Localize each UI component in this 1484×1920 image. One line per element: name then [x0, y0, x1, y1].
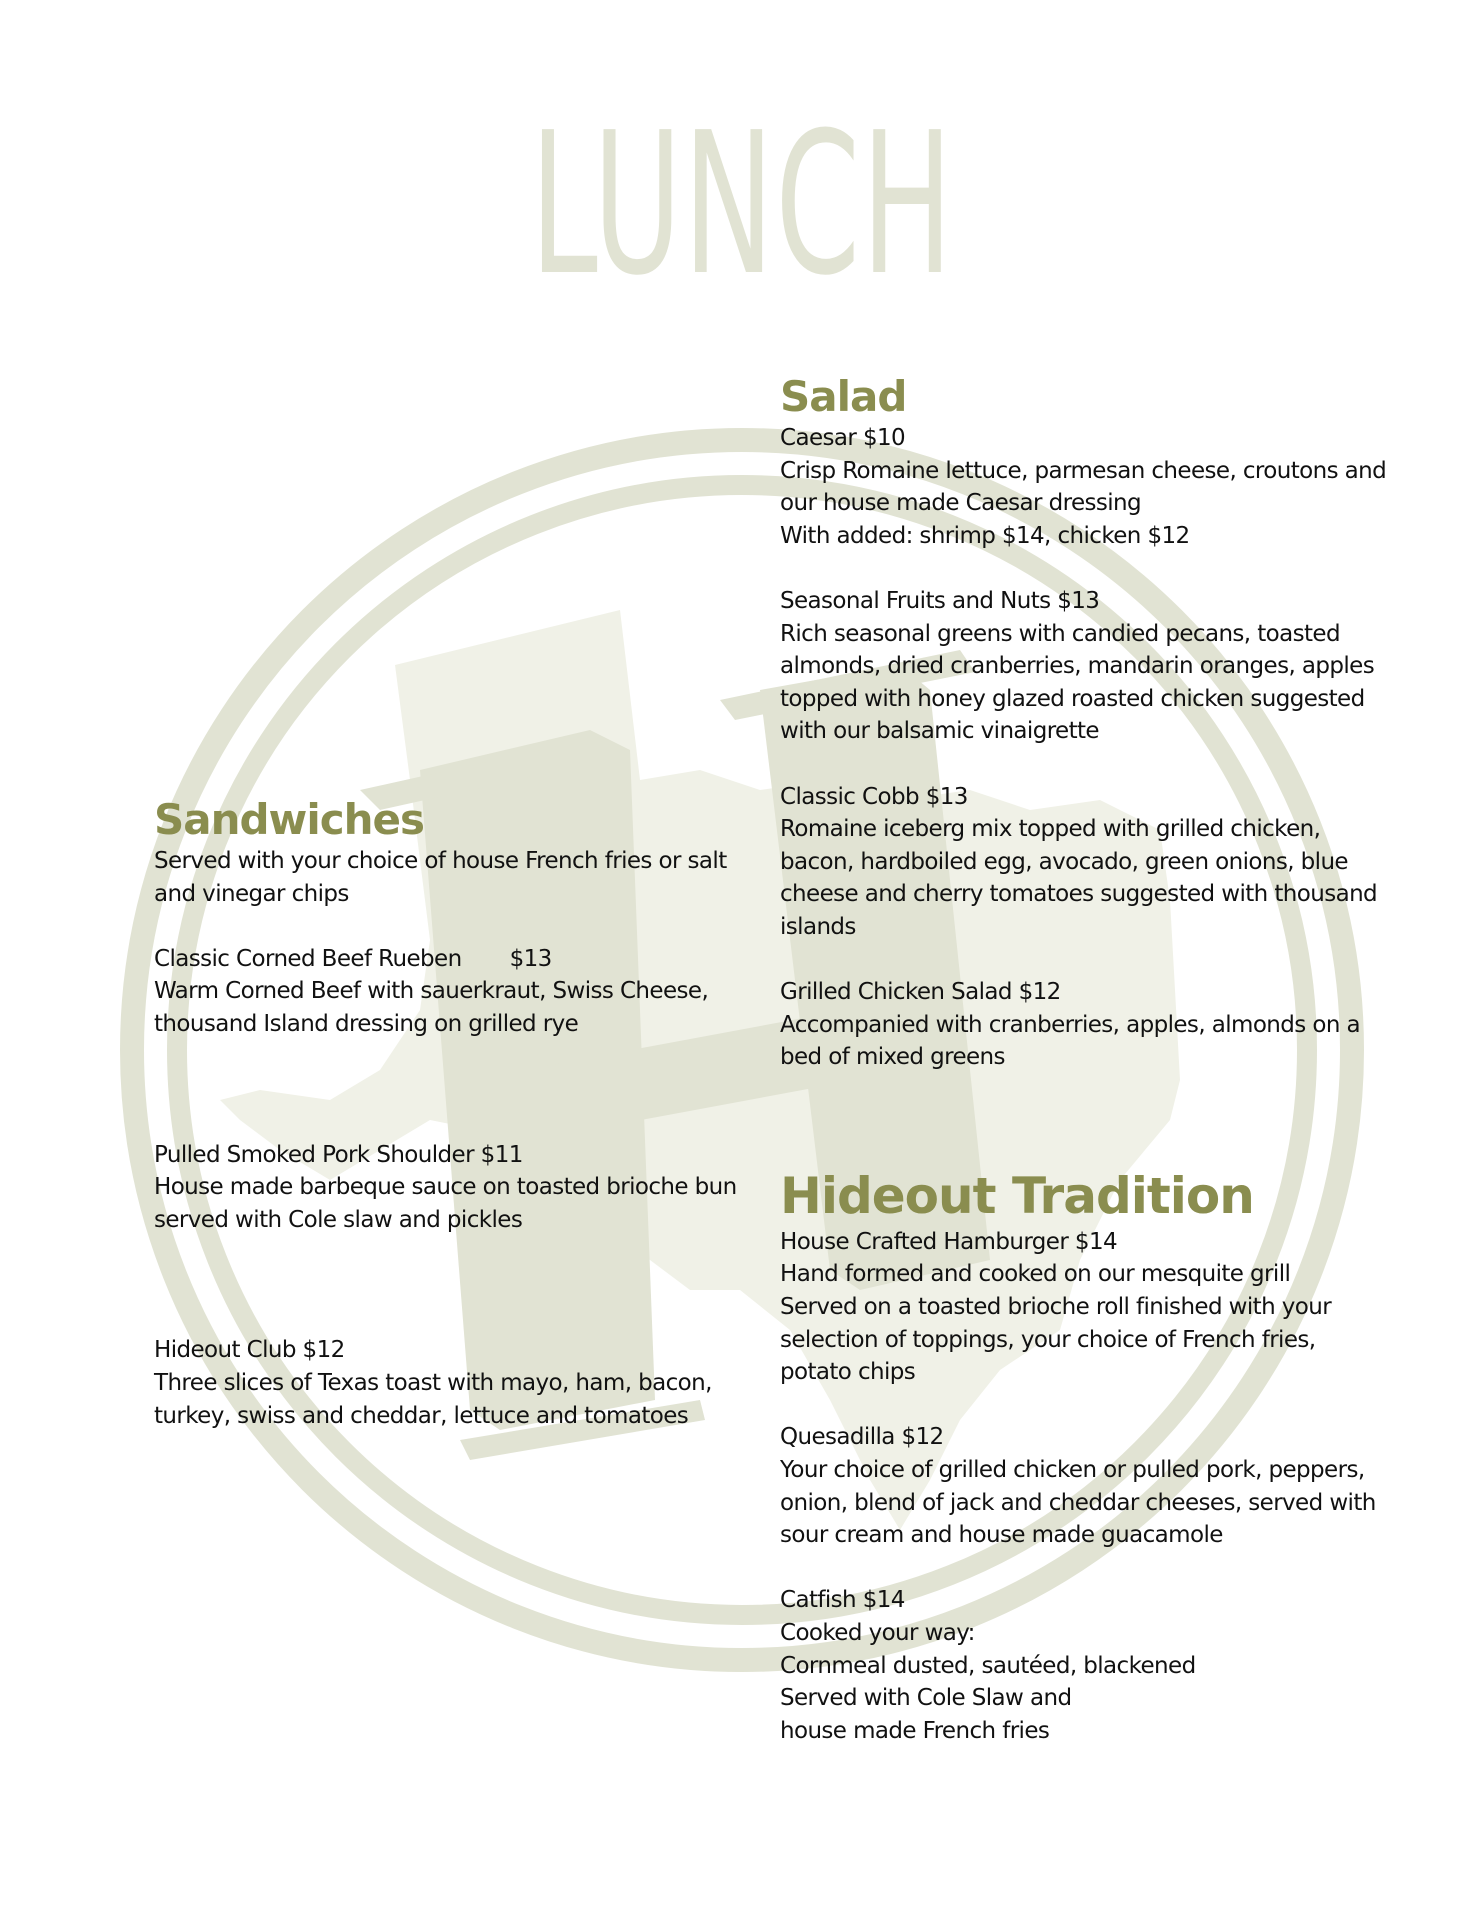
menu-item-description: Romaine iceberg mix topped with grilled chicken,	[780, 816, 1321, 843]
menu-item-name: Hideout Club $12	[154, 1337, 345, 1364]
menu-item-description: with our balsamic vinaigrette	[780, 718, 1099, 745]
menu-item	[780, 1584, 1400, 1747]
menu-item-description: bed of mixed greens	[780, 1044, 1005, 1071]
menu-item	[154, 1334, 744, 1432]
menu-item-description: topped with honey glazed roasted chicken suggested	[780, 685, 1365, 712]
menu-item-description: Three slices of Texas toast with mayo, ham, bacon,	[154, 1369, 712, 1396]
menu-item	[154, 943, 744, 1041]
menu-item-description: Your choice of grilled chicken or pulled pork, peppers,	[780, 1457, 1365, 1484]
menu-item-description: Crisp Romaine lettuce, parmesan cheese, croutons and	[780, 457, 1387, 484]
salad-heading: Salad	[780, 372, 907, 421]
sandwiches-intro: Served with your choice of house French fries or salt	[154, 848, 727, 874]
menu-item-description: Rich seasonal greens with candied pecans, toasted	[780, 620, 1340, 647]
menu-item-description: our house made Caesar dressing	[780, 490, 1142, 517]
menu-item	[780, 585, 1400, 748]
sandwiches-section	[154, 795, 744, 1432]
menu-item-description: thousand Island dressing on grilled rye	[154, 1010, 579, 1037]
salad-section	[780, 372, 1400, 1074]
menu-item-description: Cornmeal dusted, sautéed, blackened	[780, 1652, 1196, 1679]
page-title: LUNCH	[530, 91, 954, 319]
menu-item-description: Cooked your way:	[780, 1620, 975, 1646]
menu-item-description: House made barbeque sauce on toasted brioche bun	[154, 1174, 737, 1201]
menu-item-name: House Crafted Hamburger $14	[780, 1228, 1118, 1255]
tradition-heading: Hideout Tradition	[780, 1166, 1254, 1225]
menu-item-name: Classic Corned Beef Rueben $13	[154, 945, 552, 972]
menu-item-description: Warm Corned Beef with sauerkraut, Swiss Cheese,	[154, 978, 709, 1005]
menu-item-name: Seasonal Fruits and Nuts $13	[780, 587, 1100, 614]
right-column	[780, 372, 1400, 1747]
menu-item-name: Quesadilla $12	[780, 1424, 944, 1451]
menu-item-description: served with Cole slaw and pickles	[154, 1206, 523, 1233]
menu-item-description: onion, blend of jack and cheddar cheeses, served with	[780, 1489, 1376, 1516]
menu-item-description: Served on a toasted brioche roll finished with your	[780, 1294, 1332, 1321]
menu-item-name: Catfish $14	[780, 1587, 905, 1614]
menu-item-description: house made French fries	[780, 1717, 1050, 1744]
menu-item-description: selection of toppings, your choice of French fries,	[780, 1326, 1316, 1353]
menu-item-description: islands	[780, 913, 856, 940]
menu-item	[780, 976, 1400, 1074]
menu-item-description: turkey, swiss and cheddar, lettuce and tomatoes	[154, 1402, 689, 1429]
tradition-section	[780, 1166, 1400, 1748]
menu-item-description: Accompanied with cranberries, apples, almonds on a	[780, 1011, 1361, 1038]
sandwiches-heading: Sandwiches	[154, 795, 425, 844]
menu-item	[780, 422, 1400, 552]
menu-item-description: sour cream and house made guacamole	[780, 1522, 1223, 1549]
menu-item	[780, 1421, 1400, 1551]
menu-item-description: Hand formed and cooked on our mesquite grill	[780, 1261, 1291, 1288]
menu-item-description: cheese and cherry tomatoes suggested with thousand	[780, 881, 1378, 908]
menu-item-description: With added: shrimp $14, chicken $12	[780, 522, 1190, 549]
menu-item-description: bacon, hardboiled egg, avocado, green onions, blue	[780, 848, 1348, 875]
menu-item-name: Grilled Chicken Salad $12	[780, 979, 1061, 1006]
menu-item-price: $13	[509, 945, 552, 972]
menu-item-name: Pulled Smoked Pork Shoulder $11	[154, 1141, 523, 1168]
menu-item-name: Caesar $10	[780, 425, 906, 451]
menu-item	[780, 781, 1400, 944]
menu-item	[154, 1139, 744, 1237]
menu-item	[780, 1226, 1400, 1389]
menu-item-name: Classic Cobb $13	[780, 783, 968, 810]
menu-item-description: almonds, dried cranberries, mandarin oranges, apples	[780, 653, 1375, 680]
menu-item-description: Served with Cole Slaw and	[780, 1685, 1072, 1712]
menu-item-description: potato chips	[780, 1359, 916, 1386]
sandwiches-intro: and vinegar chips	[154, 880, 349, 907]
